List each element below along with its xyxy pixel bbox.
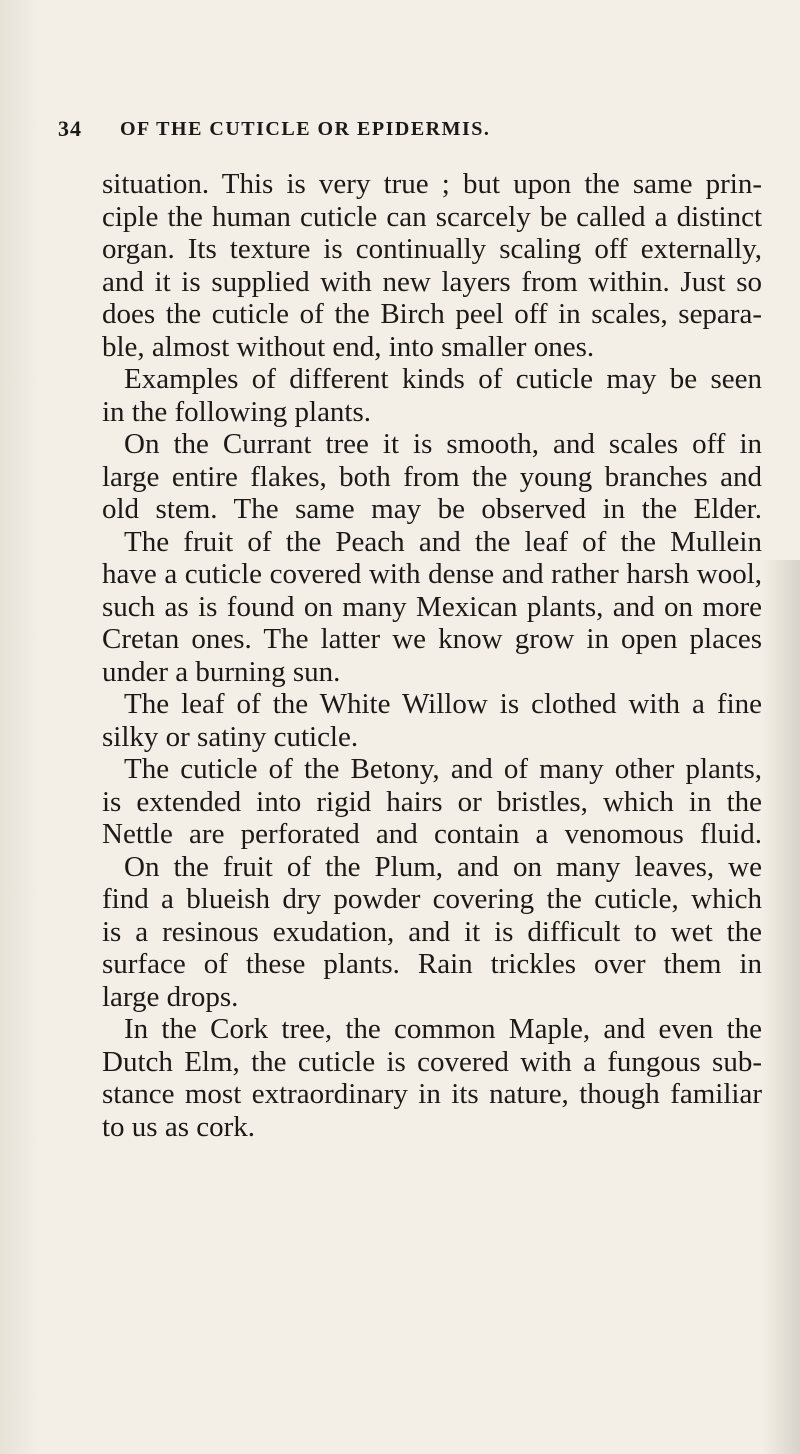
text-line: ciple the human cuticle can scarcely be called a distinct [102, 200, 762, 233]
text-line: Cretan ones. The latter we know grow in open places [102, 623, 762, 655]
text-line: situation. This is very true ; but upon the same prin- [102, 168, 762, 200]
running-title: OF THE CUTICLE OR EPIDERMIS. [120, 118, 491, 140]
text-line: is extended into rigid hairs or bristles, which in the [102, 785, 762, 818]
text-line: old stem. The same may be observed in the Elder. [102, 493, 762, 525]
text-line: stance most extraordinary in its nature, though familiar [102, 1078, 762, 1110]
text-line: The fruit of the Peach and the leaf of the Mullein [124, 525, 762, 558]
text-line: ble, almost without end, into smaller ones. [102, 330, 595, 363]
text-line: On the fruit of the Plum, and on many leaves, we [124, 850, 762, 883]
text-line: The cuticle of the Betony, and of many other plants, [124, 753, 762, 785]
text-line: in the following plants. [102, 395, 372, 428]
text-line: does the cuticle of the Birch peel off in scales, separa- [102, 298, 762, 330]
text-line: The leaf of the White Willow is clothed with a fine [124, 688, 762, 720]
page-edge-shadow [762, 560, 800, 1454]
text-line: organ. Its texture is continually scaling off externally, [102, 233, 762, 265]
text-line: Dutch Elm, the cuticle is covered with a fungous sub- [102, 1045, 762, 1078]
text-line: silky or satiny cuticle. [102, 720, 359, 753]
text-line: find a blueish dry powder covering the cuticle, which [102, 883, 762, 915]
text-line: surface of these plants. Rain trickles over them in [102, 948, 762, 980]
text-line: In the Cork tree, the common Maple, and even the [124, 1013, 762, 1045]
text-line: large entire flakes, both from the young branches and [102, 460, 762, 493]
text-line: On the Currant tree it is smooth, and scales off in [124, 428, 762, 460]
text-line: Examples of different kinds of cuticle may be seen [124, 363, 762, 395]
text-line: to us as cork. [102, 1110, 256, 1143]
text-line: large drops. [102, 980, 239, 1013]
body-text [102, 168, 762, 1143]
text-line: under a burning sun. [102, 655, 341, 688]
text-line: have a cuticle covered with dense and rather harsh wool, [102, 558, 762, 590]
text-line: such as is found on many Mexican plants, and on more [102, 590, 762, 623]
running-head [58, 116, 758, 146]
text-line: is a resinous exudation, and it is difficult to wet the [102, 915, 762, 948]
text-line: and it is supplied with new layers from within. Just so [102, 265, 762, 298]
text-line: Nettle are perforated and contain a venomous fluid. [102, 818, 762, 850]
page-number: 34 [58, 116, 82, 141]
